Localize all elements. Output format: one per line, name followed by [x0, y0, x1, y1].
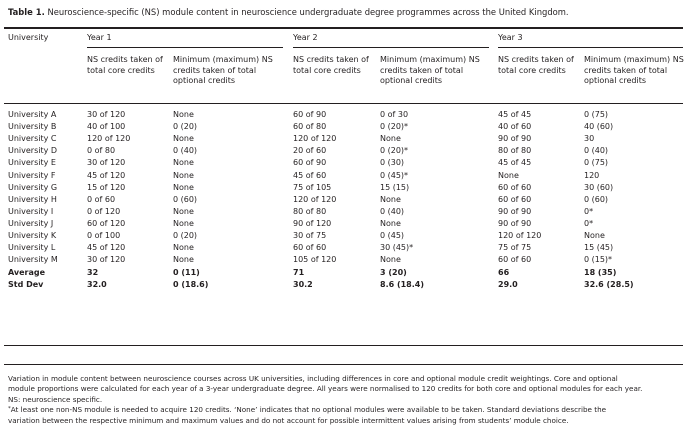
- cell-y1-optional: None: [173, 182, 194, 192]
- cell-y1-core: 60 of 120: [87, 218, 126, 228]
- cell-y2-core: 75 of 105: [293, 182, 332, 192]
- cell-y3-optional: 18 (35): [584, 267, 617, 277]
- cell-y3-core: 29.0: [498, 279, 518, 289]
- cell-y3-core: 66: [498, 267, 510, 277]
- cell-y1-core: 0 of 80: [87, 146, 116, 156]
- note-footnote-mark: *: [8, 406, 11, 413]
- cell-university: University M: [8, 255, 58, 265]
- subheader-y2-core: NS credits taken of total core credits: [293, 55, 369, 75]
- cell-y2-core: 45 of 60: [293, 170, 327, 180]
- cell-y1-optional: 0 (11): [173, 267, 200, 277]
- cell-y1-optional: 0 (60): [173, 194, 198, 204]
- cell-y3-core: 60 of 60: [498, 182, 532, 192]
- cell-y2-optional: 3 (20): [380, 267, 407, 277]
- note-line-4-text: At least one non-NS module is needed to acquire 120 credits. ‘None’ indicates that no optional modules were available to be taken. Standard deviations describe the: [10, 405, 607, 415]
- cell-y3-core: 80 of 80: [498, 146, 532, 156]
- cell-y1-core: 30 of 120: [87, 158, 126, 168]
- table-row: [0, 255, 688, 267]
- cell-y1-core: 30 of 120: [87, 255, 126, 265]
- cell-y2-core: 71: [293, 267, 305, 277]
- cell-y3-core: 45 of 45: [498, 158, 532, 168]
- cell-y3-core: 90 of 90: [498, 218, 532, 228]
- cell-y2-core: 60 of 90: [293, 158, 327, 168]
- cell-y3-optional: 0*: [584, 206, 594, 216]
- cell-y1-optional: None: [173, 110, 194, 119]
- cell-y2-optional: None: [380, 218, 401, 228]
- cell-y1-optional: None: [173, 158, 194, 168]
- subheader-y3-core: NS credits taken of total core credits: [498, 55, 574, 75]
- cell-y3-optional: 30 (60): [584, 182, 614, 192]
- table-row: [0, 243, 688, 255]
- table-row: [0, 110, 688, 122]
- cell-y3-core: 60 of 60: [498, 255, 532, 265]
- cell-y2-optional: None: [380, 134, 401, 144]
- cell-y3-core: 45 of 45: [498, 110, 532, 119]
- cell-y1-core: 32.0: [87, 279, 107, 289]
- cell-university: University E: [8, 158, 56, 168]
- table-row: [0, 183, 688, 195]
- caption-text: Neuroscience-specific (NS) module content in neuroscience undergraduate degree programmes across the United Kingdom.: [47, 7, 569, 17]
- caption-label: Table 1.: [8, 7, 45, 17]
- cell-y3-core: 90 of 90: [498, 134, 532, 144]
- summary-row: [0, 268, 688, 280]
- cell-university: University H: [8, 194, 57, 204]
- cell-university: Average: [8, 267, 46, 277]
- cell-y2-optional: 0 (20)*: [380, 146, 409, 156]
- cell-y2-core: 20 of 60: [293, 146, 327, 156]
- cell-y1-core: 45 of 120: [87, 243, 126, 253]
- cell-y1-optional: None: [173, 218, 194, 228]
- cell-y2-optional: 30 (45)*: [380, 243, 414, 253]
- cell-y3-core: 40 of 60: [498, 122, 532, 132]
- table-row: [0, 146, 688, 158]
- cell-y1-core: 40 of 100: [87, 122, 126, 132]
- summary-row: [0, 280, 688, 292]
- header-rule: [4, 103, 683, 104]
- cell-y1-optional: 0 (20): [173, 231, 198, 240]
- subheader-y1-optional: Minimum (maximum) NS credits taken of total optional credits: [173, 55, 273, 85]
- cell-y2-core: 60 of 60: [293, 243, 327, 253]
- subheader-y1-core: NS credits taken of total core credits: [87, 55, 163, 75]
- cell-university: University A: [8, 110, 57, 119]
- cell-y3-optional: 120: [584, 170, 600, 180]
- top-rule: [4, 27, 683, 29]
- cell-university: University G: [8, 182, 58, 192]
- cell-y1-optional: None: [173, 243, 194, 253]
- cell-y1-core: 0 of 60: [87, 194, 116, 204]
- cell-university: University J: [8, 218, 54, 228]
- cell-university: University F: [8, 170, 56, 180]
- notes-rule: [4, 364, 683, 365]
- header-university: University: [8, 33, 49, 42]
- cell-y2-optional: 0 (30): [380, 158, 405, 168]
- table-notes: [8, 374, 684, 426]
- bottom-rule: [4, 345, 683, 346]
- cell-y3-optional: 30: [584, 134, 595, 144]
- cell-university: University D: [8, 146, 58, 156]
- year-1-underline: [87, 47, 283, 48]
- cell-y1-optional: None: [173, 134, 194, 144]
- cell-y3-core: 120 of 120: [498, 231, 542, 240]
- cell-y2-core: 120 of 120: [293, 194, 337, 204]
- cell-y2-core: 60 of 90: [293, 110, 327, 119]
- cell-y2-core: 80 of 80: [293, 206, 327, 216]
- note-line-5: variation between the respective minimum and maximum values and do not account for possible intermittent values arising from students’ module choice.: [8, 415, 569, 425]
- year-3-underline: [498, 47, 683, 48]
- cell-university: University C: [8, 134, 57, 144]
- cell-university: University I: [8, 206, 54, 216]
- cell-y2-core: 90 of 120: [293, 218, 332, 228]
- cell-y2-optional: 0 (45)*: [380, 170, 409, 180]
- cell-y3-optional: None: [584, 231, 605, 240]
- cell-y3-core: 75 of 75: [498, 243, 532, 253]
- cell-y3-optional: 0 (75): [584, 158, 609, 168]
- cell-y1-optional: None: [173, 255, 194, 265]
- header-year-3: Year 3: [498, 33, 523, 42]
- note-line-3: NS: neuroscience specific.: [8, 394, 103, 404]
- cell-y1-core: 45 of 120: [87, 170, 126, 180]
- note-line-1: Variation in module content between neuroscience courses across UK universities, including differences in core and optional module credit weightings. Core and optional: [8, 374, 618, 383]
- cell-y2-optional: 0 (45): [380, 231, 405, 240]
- table-caption: [8, 7, 569, 17]
- cell-university: University K: [8, 231, 57, 240]
- table-row: [0, 195, 688, 207]
- table-row: [0, 134, 688, 146]
- cell-y3-optional: 0 (40): [584, 146, 609, 156]
- cell-y2-optional: 0 of 30: [380, 110, 409, 119]
- cell-university: University B: [8, 122, 57, 132]
- cell-y2-optional: None: [380, 194, 401, 204]
- cell-y1-optional: 0 (20): [173, 122, 198, 132]
- table-row: [0, 231, 688, 243]
- header-year-1: Year 1: [87, 33, 112, 42]
- cell-y1-core: 30 of 120: [87, 110, 126, 119]
- cell-y3-optional: 15 (45): [584, 243, 614, 253]
- cell-y3-optional: 40 (60): [584, 122, 614, 132]
- cell-y1-core: 120 of 120: [87, 134, 131, 144]
- cell-y3-optional: 0 (60): [584, 194, 609, 204]
- cell-y2-core: 120 of 120: [293, 134, 337, 144]
- cell-y1-optional: 0 (18.6): [173, 279, 209, 289]
- header-year-2: Year 2: [293, 33, 318, 42]
- table-row: [0, 207, 688, 219]
- cell-university: University L: [8, 243, 56, 253]
- cell-y2-core: 105 of 120: [293, 255, 337, 265]
- cell-y3-optional: 0 (75): [584, 110, 609, 119]
- cell-y2-optional: 15 (15): [380, 182, 410, 192]
- cell-y1-core: 15 of 120: [87, 182, 126, 192]
- cell-y1-core: 32: [87, 267, 99, 277]
- table-row: [0, 171, 688, 183]
- cell-y2-optional: 0 (20)*: [380, 122, 409, 132]
- subheader-y3-optional: Minimum (maximum) NS credits taken of total optional credits: [584, 55, 684, 85]
- cell-y1-core: 0 of 120: [87, 206, 121, 216]
- cell-y2-optional: None: [380, 255, 401, 265]
- table-row: [0, 122, 688, 134]
- note-line-2: module proportions were calculated for each year of a 3-year undergraduate degree. All years were normalised to 120 credits for both core and optional modules for each year.: [8, 384, 643, 394]
- cell-y1-optional: None: [173, 170, 194, 180]
- subheader-y2-optional: Minimum (maximum) NS credits taken of total optional credits: [380, 55, 480, 85]
- cell-y3-optional: 0 (15)*: [584, 255, 613, 265]
- cell-y3-core: 90 of 90: [498, 206, 532, 216]
- cell-y1-core: 0 of 100: [87, 231, 121, 240]
- table-row: [0, 158, 688, 170]
- year-2-underline: [293, 47, 489, 48]
- cell-y1-optional: 0 (40): [173, 146, 198, 156]
- cell-y3-optional: 32.6 (28.5): [584, 279, 634, 289]
- cell-y3-core: 60 of 60: [498, 194, 532, 204]
- cell-y1-optional: None: [173, 206, 194, 216]
- note-line-4: [8, 405, 684, 415]
- cell-y2-optional: 8.6 (18.4): [380, 279, 425, 289]
- cell-y2-optional: 0 (40): [380, 206, 405, 216]
- cell-y2-core: 60 of 80: [293, 122, 327, 132]
- cell-y2-core: 30.2: [293, 279, 313, 289]
- cell-y3-core: None: [498, 170, 519, 180]
- table-row: [0, 219, 688, 231]
- cell-university: Std Dev: [8, 279, 44, 289]
- cell-y3-optional: 0*: [584, 218, 594, 228]
- cell-y2-core: 30 of 75: [293, 231, 327, 240]
